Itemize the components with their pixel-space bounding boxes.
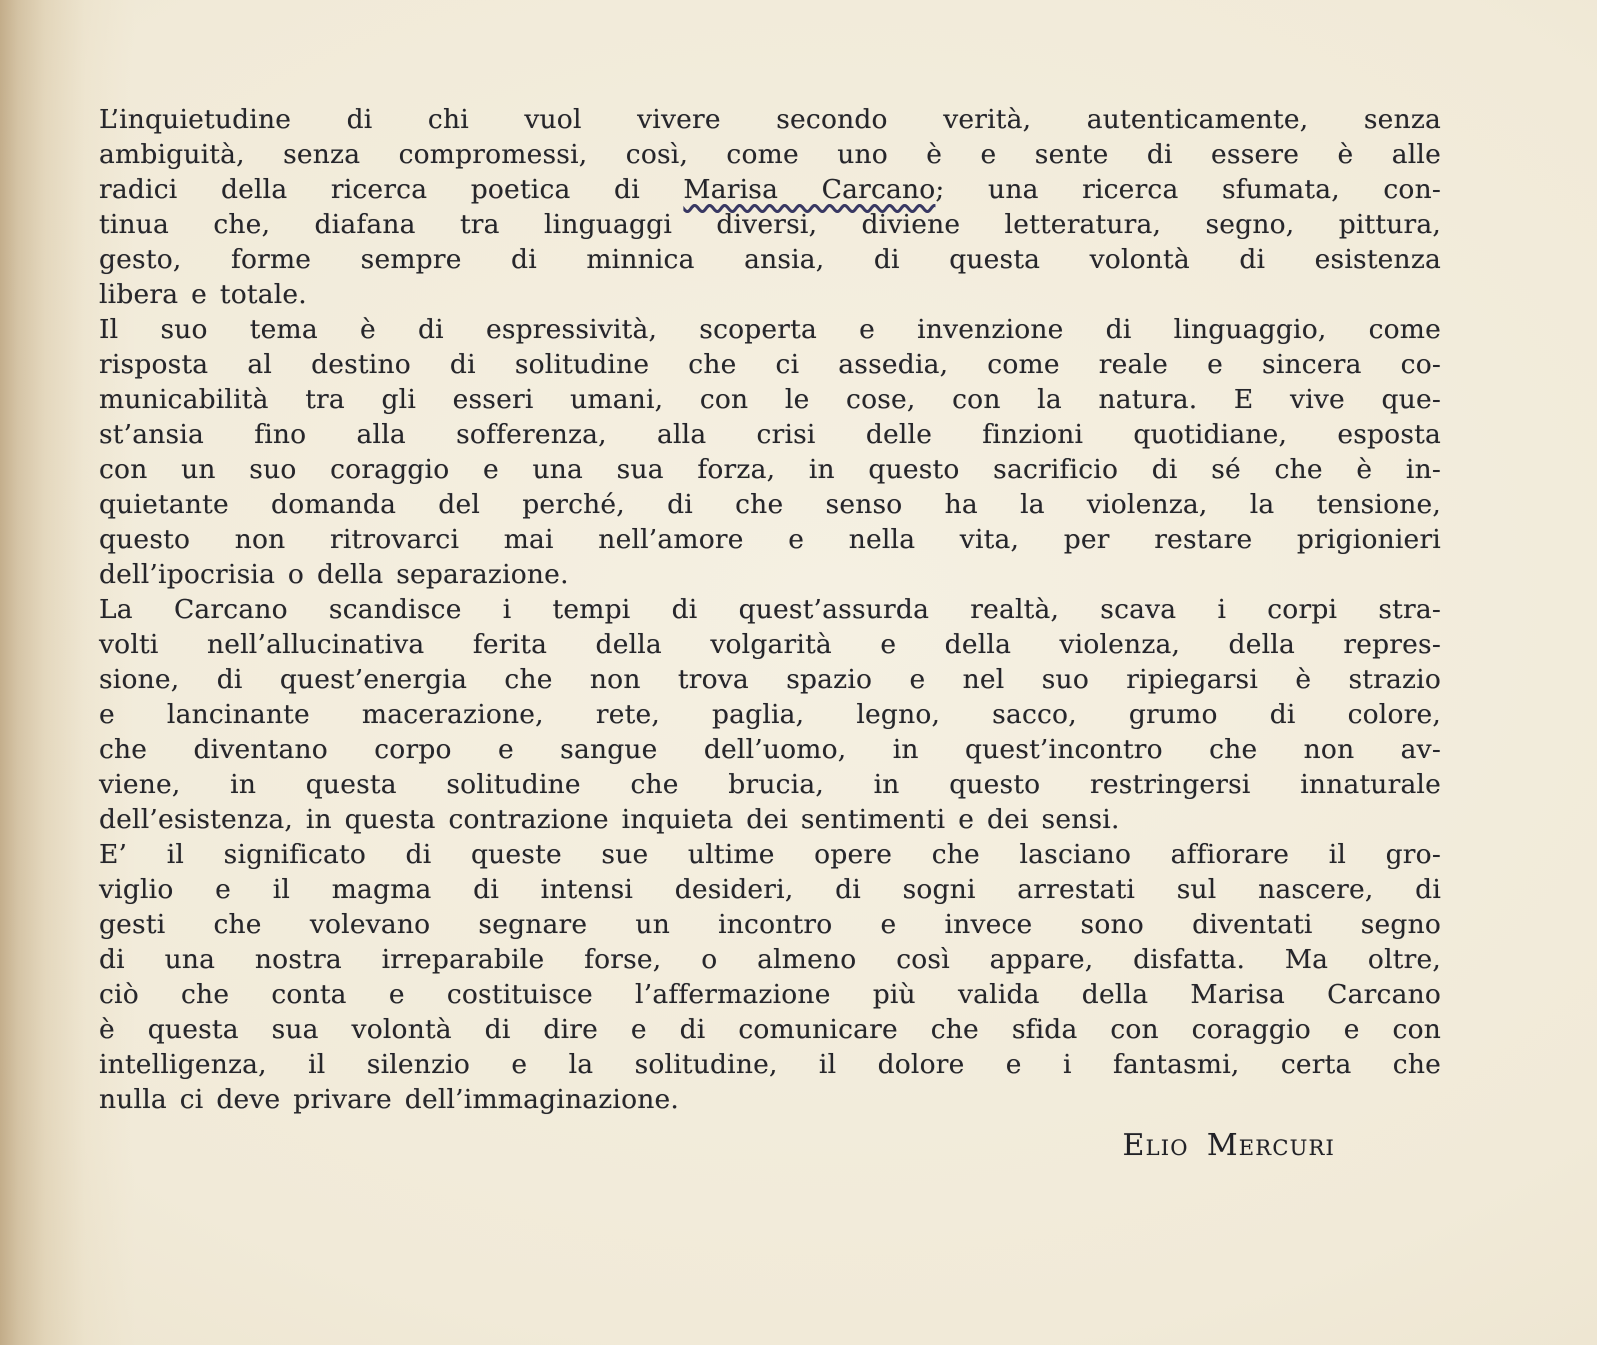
text-line: viene, in questa solitudine che brucia, in questo restringersi innaturale xyxy=(99,769,1441,800)
text-line: municabilità tra gli esseri umani, con le cose, con la natura. E vive que- xyxy=(99,384,1441,415)
paragraph-3 xyxy=(99,592,1441,837)
text-line: volti nell’allucinativa ferita della volgarità e della violenza, della repres- xyxy=(99,629,1441,660)
text-line: quietante domanda del perché, di che senso ha la violenza, la tensione, xyxy=(99,489,1441,520)
text-line: intelligenza, il silenzio e la solitudine, il dolore e i fantasmi, certa che xyxy=(99,1049,1441,1080)
text-line: è questa sua volontà di dire e di comunicare che sfida con coraggio e con xyxy=(99,1014,1441,1045)
text-line: dell’esistenza, in questa contrazione inquieta dei sentimenti e dei sensi. xyxy=(99,804,1120,835)
text-line: st’ansia fino alla sofferenza, alla crisi delle finzioni quotidiane, esposta xyxy=(99,419,1441,450)
text-line: Il suo tema è di espressività, scoperta e invenzione di linguaggio, come xyxy=(99,314,1441,345)
text-line: dell’ipocrisia o della separazione. xyxy=(99,559,569,590)
text-line: con un suo coraggio e una sua forza, in questo sacrificio di sé che è in- xyxy=(99,454,1441,485)
text-line: La Carcano scandisce i tempi di quest’assurda realtà, scava i corpi stra- xyxy=(99,594,1441,625)
text-segment: ; una ricerca sfumata, con- xyxy=(935,174,1442,205)
text-line: e lancinante macerazione, rete, paglia, legno, sacco, grumo di colore, xyxy=(99,699,1441,730)
text-line: ambiguità, senza compromessi, così, come uno è e sente di essere è alle xyxy=(99,139,1441,170)
signature: Elio Mercuri xyxy=(1122,1128,1335,1163)
text-line: libera e totale. xyxy=(99,279,307,310)
paragraph-4 xyxy=(99,837,1441,1117)
text-line: viglio e il magma di intensi desideri, di sogni arrestati sul nascere, di xyxy=(99,874,1441,905)
text-segment: radici della ricerca poetica di xyxy=(99,174,640,205)
text-line: di una nostra irreparabile forse, o almeno così appare, disfatta. Ma oltre, xyxy=(99,944,1441,975)
paragraph-2 xyxy=(99,312,1441,592)
text-block xyxy=(99,102,1441,1163)
pen-underline-marisa-carcano: Marisa Carcano xyxy=(683,174,936,205)
text-line: tinua che, diafana tra linguaggi diversi, diviene letteratura, segno, pittura, xyxy=(99,209,1441,240)
text-line: che diventano corpo e sangue dell’uomo, in quest’incontro che non av- xyxy=(99,734,1441,765)
text-line: L’inquietudine di chi vuol vivere secondo verità, autenticamente, senza xyxy=(99,104,1441,135)
text-line: ciò che conta e costituisce l’affermazione più valida della Marisa Carcano xyxy=(99,979,1441,1010)
paragraph-1 xyxy=(99,102,1441,312)
text-line: gesto, forme sempre di minnica ansia, di questa volontà di esistenza xyxy=(99,244,1441,275)
text-line: risposta al destino di solitudine che ci assedia, come reale e sincera co- xyxy=(99,349,1441,380)
text-line: sione, di quest’energia che non trova spazio e nel suo ripiegarsi è strazio xyxy=(99,664,1441,695)
text-line: nulla ci deve privare dell’immaginazione. xyxy=(99,1084,680,1115)
text-line: E’ il significato di queste sue ultime opere che lasciano affiorare il gro- xyxy=(99,839,1441,870)
text-line: questo non ritrovarci mai nell’amore e nella vita, per restare prigionieri xyxy=(99,524,1441,555)
text-line xyxy=(99,172,1441,207)
text-line: gesti che volevano segnare un incontro e invece sono diventati segno xyxy=(99,909,1441,940)
